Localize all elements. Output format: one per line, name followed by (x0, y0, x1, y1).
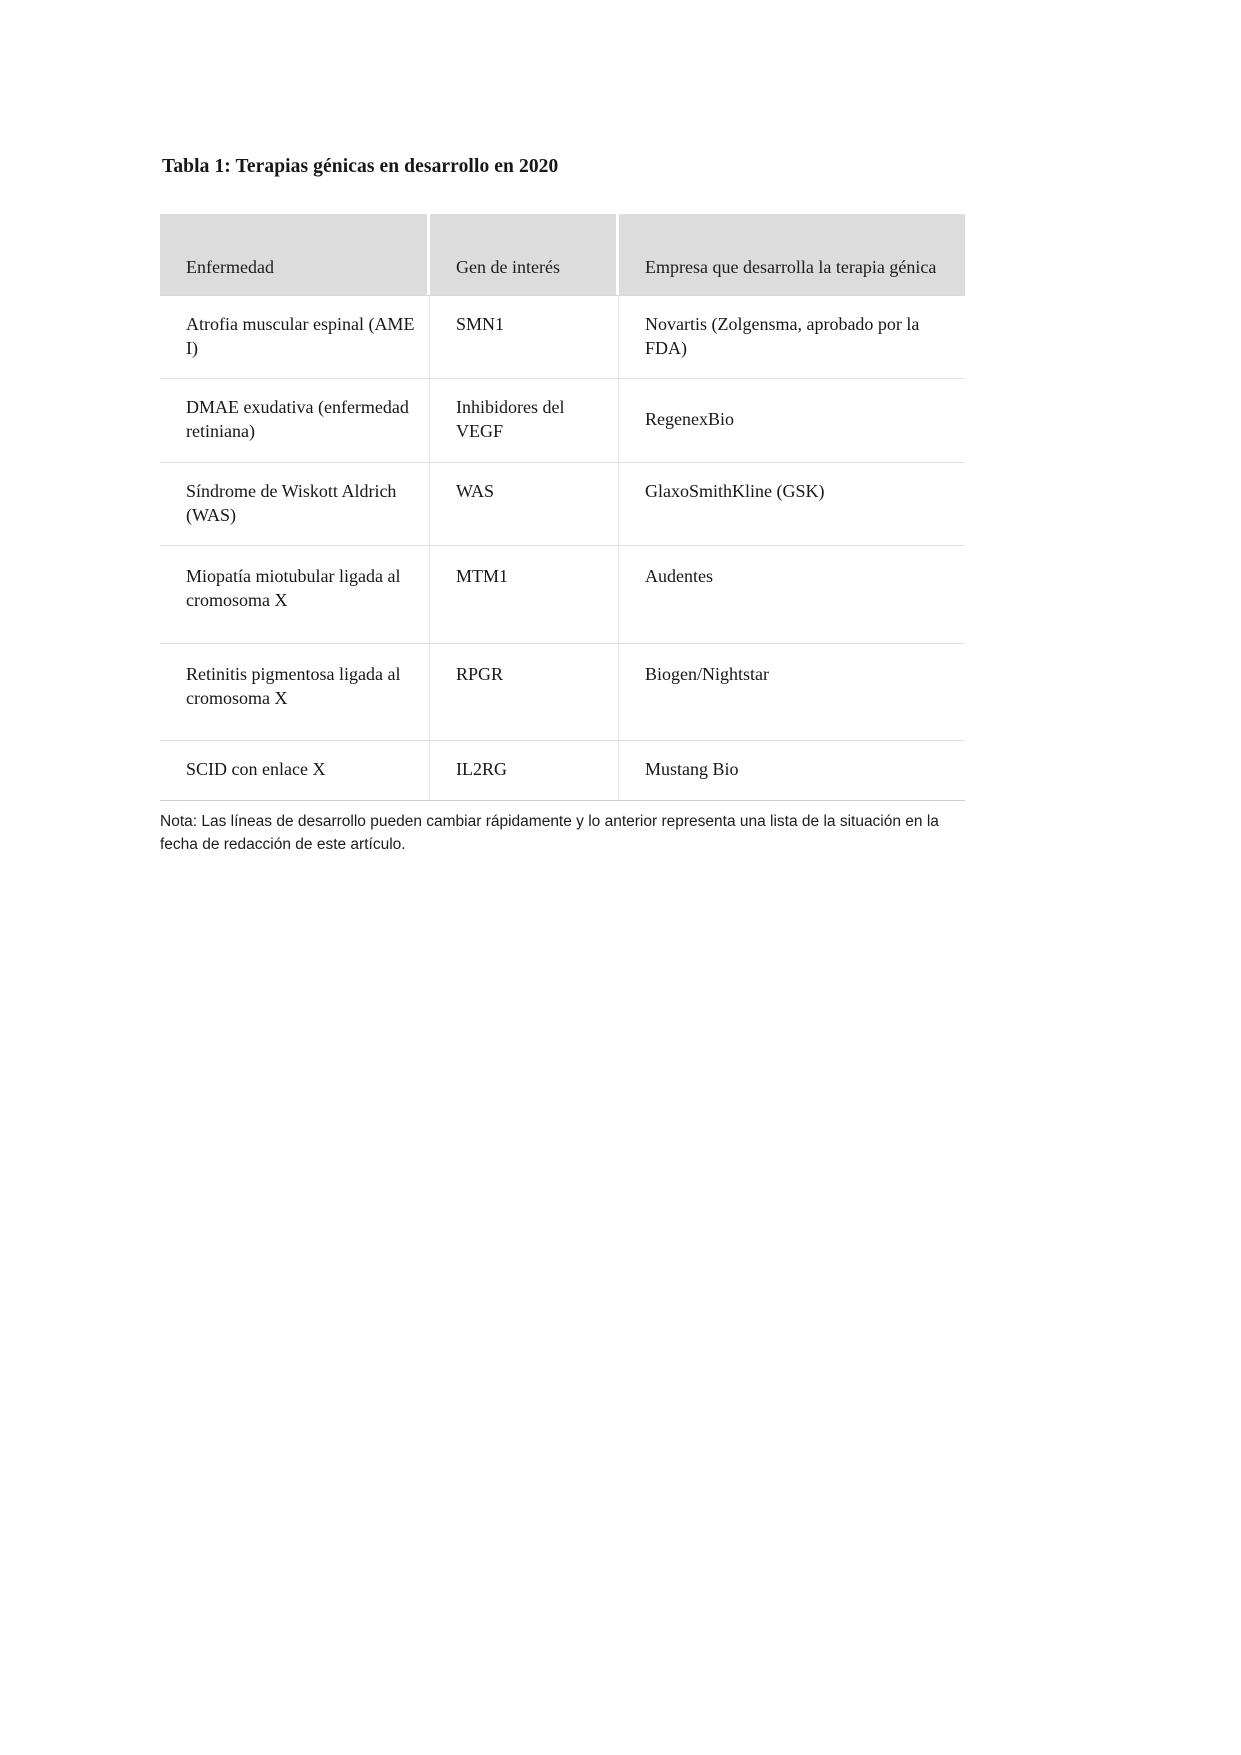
cell-company: Mustang Bio (619, 740, 965, 801)
cell-disease: SCID con enlace X (160, 740, 430, 801)
cell-disease: Síndrome de Wiskott Aldrich (WAS) (160, 462, 430, 546)
table-header (160, 214, 965, 295)
document-content (160, 155, 965, 857)
table-row (160, 545, 965, 643)
cell-gene: SMN1 (430, 295, 619, 379)
table-row (160, 740, 965, 801)
table-row (160, 462, 965, 546)
table-row (160, 295, 965, 379)
cell-disease: Miopatía miotubular ligada al cromosoma X (160, 545, 430, 643)
column-header-company: Empresa que desarrolla la terapia génica (619, 214, 965, 295)
table-note: Nota: Las líneas de desarrollo pueden cambiar rápidamente y lo anterior representa una lista de la situación en la fecha de redacción de este artículo. (160, 813, 939, 854)
cell-company: Biogen/Nightstar (619, 643, 965, 741)
gene-therapy-table (160, 214, 965, 801)
cell-disease: Retinitis pigmentosa ligada al cromosoma X (160, 643, 430, 741)
cell-company: Audentes (619, 545, 965, 643)
cell-company: Novartis (Zolgensma, aprobado por la FDA) (619, 295, 965, 379)
cell-gene: MTM1 (430, 545, 619, 643)
table-header-row (160, 214, 965, 295)
table-body (160, 295, 965, 801)
column-header-gene: Gen de interés (430, 214, 619, 295)
table-row (160, 643, 965, 741)
cell-company: RegenexBio (619, 378, 965, 462)
column-header-disease: Enfermedad (160, 214, 430, 295)
cell-disease: DMAE exudativa (enfermedad retiniana) (160, 378, 430, 462)
cell-company: GlaxoSmithKline (GSK) (619, 462, 965, 546)
cell-gene: IL2RG (430, 740, 619, 801)
cell-gene: RPGR (430, 643, 619, 741)
table-row (160, 378, 965, 462)
cell-disease: Atrofia muscular espinal (AME I) (160, 295, 430, 379)
cell-gene: WAS (430, 462, 619, 546)
cell-gene: Inhibidores del VEGF (430, 378, 619, 462)
page-title: Tabla 1: Terapias génicas en desarrollo en 2020 (162, 156, 559, 177)
